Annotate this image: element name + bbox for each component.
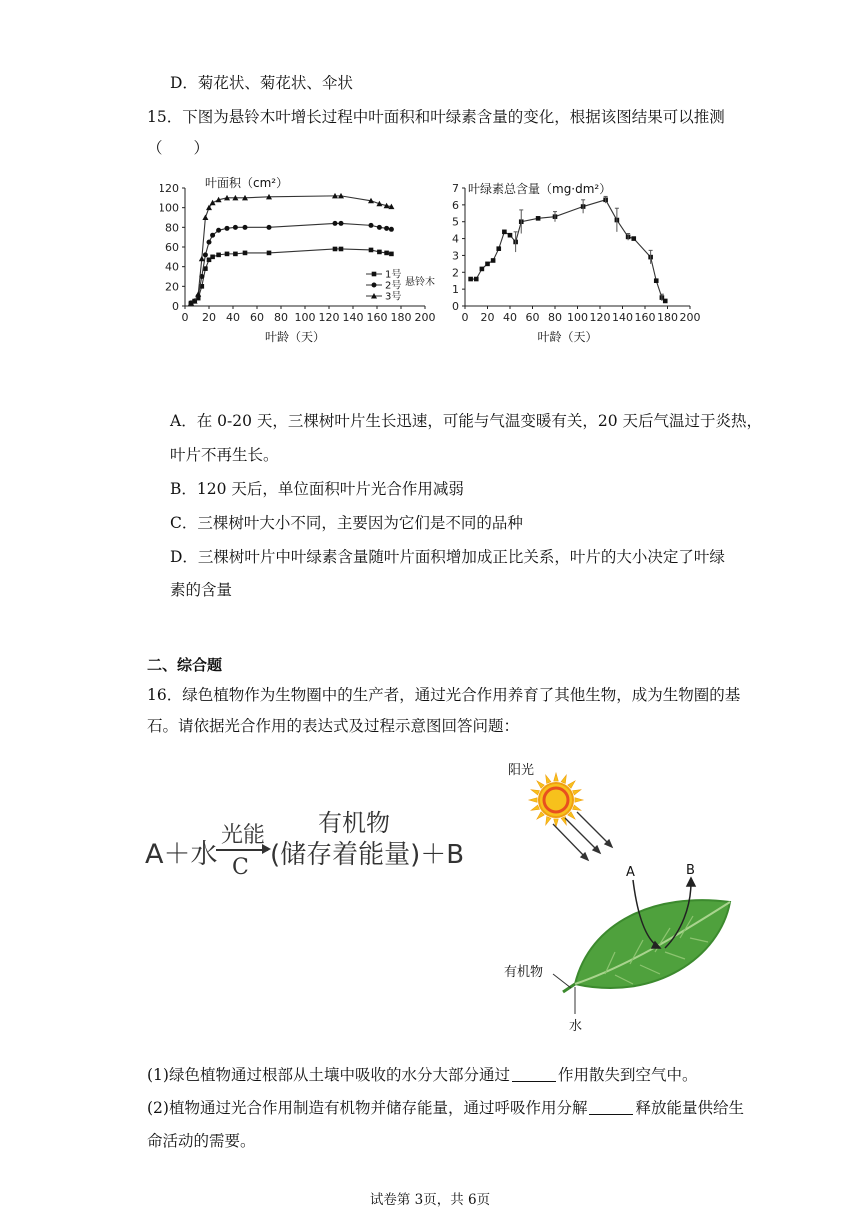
series-1-point <box>267 251 272 256</box>
series-2-point <box>389 227 394 232</box>
series-2-point <box>210 233 215 238</box>
sun-ray <box>568 812 575 819</box>
legend-marker <box>372 283 377 288</box>
x-tick-label: 80 <box>548 311 562 324</box>
x-tick-label: 180 <box>657 311 678 324</box>
x-tick-label: 60 <box>250 311 264 324</box>
series-2-point <box>216 228 221 233</box>
sun-ray <box>529 798 537 803</box>
q16-stem-line2: 石。请依据光合作用的表达式及过程示意图回答问题： <box>147 717 520 735</box>
series-1-point <box>377 250 382 255</box>
leaf-area-chart-title: 叶面积（cm²） <box>205 176 289 190</box>
sun-ray <box>561 775 566 783</box>
legend <box>366 269 435 303</box>
x-tick-label: 60 <box>525 311 540 324</box>
chlorophyll-chart-svg <box>440 172 710 357</box>
series-1-point <box>508 233 513 238</box>
x-tick-label: 160 <box>366 311 388 324</box>
q15-option-d-line1: D．三棵树叶片中叶绿素含量随叶片面积增加成正比关系，叶片的大小决定了叶绿 <box>170 548 725 566</box>
series-1-point <box>502 230 507 235</box>
series-2-point <box>369 223 374 228</box>
q14-option-d: D．菊花状、菊花状、伞状 <box>170 74 353 92</box>
section-heading: 二、综合题 <box>147 656 223 674</box>
series-2-point <box>267 225 272 230</box>
equation-products: (储存着能量)＋B <box>270 840 465 870</box>
equation-product-organic: 有机物 <box>318 809 390 837</box>
sun-icon <box>529 773 583 827</box>
x-tick-label: 140 <box>342 311 364 324</box>
series-2-point <box>225 226 230 231</box>
y-tick-label: 5 <box>452 215 459 229</box>
x-tick-label: 40 <box>503 311 517 324</box>
x-tick-label: 0 <box>461 311 469 324</box>
q15-option-a-line1: A．在 0-20 天，三棵树叶片生长迅速，可能与气温变暖有关，20 天后气温过于炎热， <box>170 412 763 430</box>
y-tick-label: 100 <box>160 201 179 215</box>
photosynthesis-diagram <box>495 752 750 1037</box>
equation-reactants: A＋水 <box>145 839 218 870</box>
series-2-point <box>333 221 338 226</box>
series-1-point <box>468 277 473 282</box>
y-tick-label: 120 <box>160 182 179 195</box>
series-1-point <box>369 248 374 253</box>
x-tick-label: 100 <box>567 311 588 324</box>
series-1-point <box>216 253 221 258</box>
chlorophyll-chart <box>440 172 710 357</box>
x-tick-label: 80 <box>274 311 288 324</box>
q16-sub1-blank[interactable] <box>512 1065 556 1082</box>
leaf-area-chart-svg <box>160 172 440 357</box>
sun-ray <box>568 781 575 788</box>
series-1-point <box>474 277 479 282</box>
sun-ray <box>573 805 581 810</box>
x-tick-label: 180 <box>390 311 412 324</box>
q16-sub2-text-after: 释放能量供给生 <box>635 1099 744 1117</box>
x-tick-label: 100 <box>294 311 316 324</box>
label-organic: 有机物 <box>504 965 544 980</box>
sun-ray <box>546 817 551 825</box>
sun-ray <box>573 790 581 795</box>
y-tick-label: 40 <box>165 260 179 274</box>
series-2-point <box>233 225 238 230</box>
q16-sub2-blank[interactable] <box>589 1098 633 1115</box>
series-1-point <box>243 251 248 256</box>
series-1-point <box>480 267 485 272</box>
q16-sub1-text-after: 作用散失到空气中。 <box>557 1066 698 1084</box>
equation-condition-light: 光能 <box>220 823 265 848</box>
sun-ray <box>554 773 559 781</box>
sun-ray <box>531 790 539 795</box>
sun-ray <box>546 775 551 783</box>
q15-option-c: C．三棵树叶大小不同，主要因为它们是不同的品种 <box>170 514 523 532</box>
equation-condition-c: C <box>232 855 249 880</box>
x-tick-label: 200 <box>679 311 701 324</box>
legend-label: 3号 <box>385 291 402 303</box>
legend-suffix: 悬铃木 <box>405 277 435 288</box>
x-tick-label: 0 <box>181 311 189 324</box>
series-2-point <box>377 225 382 230</box>
legend-marker <box>372 272 377 277</box>
y-tick-label: 0 <box>452 300 459 313</box>
q15-option-a-line2: 叶片不再生长。 <box>170 446 279 464</box>
q16-sub1-text-before: (1)绿色植物通过根部从土壤中吸收的水分大部分通过 <box>147 1066 510 1084</box>
leaf-area-chart <box>160 172 440 357</box>
series-1-point <box>210 255 215 260</box>
q16-sub2-line2: 命活动的需要。 <box>147 1132 256 1150</box>
series-2-point <box>339 221 344 226</box>
q15-stem: 15．下图为悬铃木叶增长过程中叶面积和叶绿素含量的变化，根据该图结果可以推测 <box>147 108 725 126</box>
series-1-point <box>485 262 490 267</box>
equation-arrow <box>216 849 268 851</box>
series-2-point <box>384 226 389 231</box>
series-1-point <box>233 252 238 257</box>
chlorophyll-chart-title: 叶绿素总含量（mg·dm²） <box>468 182 612 196</box>
sunlight-label: 阳光 <box>508 763 535 778</box>
series-3-point <box>210 200 216 206</box>
y-tick-label: 6 <box>452 198 459 212</box>
y-tick-label: 7 <box>452 182 459 195</box>
page-footer: 试卷第 3页，共 6页 <box>369 1192 491 1208</box>
series-1-point <box>333 247 338 252</box>
series-1-line <box>191 249 391 303</box>
q16-stem-line1: 16．绿色植物作为生物圈中的生产者，通过光合作用养育了其他生物，成为生物圈的基 <box>147 686 741 704</box>
y-tick-label: 4 <box>452 232 459 246</box>
series-1-point <box>654 278 659 283</box>
series-3-point <box>202 215 208 221</box>
y-tick-label: 60 <box>165 241 179 254</box>
series-1-point <box>389 252 394 257</box>
x-tick-label: 140 <box>612 311 633 324</box>
y-tick-label: 1 <box>452 283 459 297</box>
sun-ray <box>531 805 539 810</box>
sun-ray <box>537 812 544 819</box>
q16-sub2 <box>147 1098 744 1118</box>
series-1-point <box>491 258 496 263</box>
series-1-point <box>663 299 668 304</box>
x-tick-label: 20 <box>202 311 216 324</box>
series-2-point <box>207 240 212 245</box>
x-tick-label: 40 <box>226 311 240 324</box>
y-tick-label: 80 <box>165 221 179 235</box>
series-2-point <box>203 252 208 257</box>
series-2-line <box>191 223 391 303</box>
label-water: 水 <box>569 1019 583 1034</box>
x-tick-label: 20 <box>480 311 495 324</box>
sun-ray <box>575 798 583 803</box>
label-a: A <box>626 865 635 880</box>
x-tick-label: 160 <box>634 311 656 324</box>
x-axis-label: 叶龄（天） <box>537 330 598 344</box>
y-tick-label: 3 <box>452 249 459 263</box>
x-axis-label: 叶龄（天） <box>264 330 326 344</box>
label-b: B <box>686 863 695 878</box>
legend-label: 2号 <box>385 280 402 292</box>
series-1-point <box>496 246 501 251</box>
x-tick-label: 120 <box>318 311 340 324</box>
y-tick-label: 20 <box>165 280 179 294</box>
y-tick-label: 2 <box>452 266 459 280</box>
y-tick-label: 0 <box>172 300 179 313</box>
series-1-point <box>631 236 636 241</box>
leaf-icon <box>563 900 730 992</box>
q15-option-d-line2: 素的含量 <box>170 581 233 599</box>
sun-ray <box>537 781 544 788</box>
q16-sub2-text-before: (2)植物通过光合作用制造有机物并储存能量，通过呼吸作用分解 <box>147 1099 588 1117</box>
q15-stem-paren: （ ） <box>147 139 210 157</box>
x-tick-label: 200 <box>414 311 436 324</box>
q15-option-b: B．120 天后，单位面积叶片光合作用减弱 <box>170 480 464 498</box>
q16-sub1 <box>147 1065 697 1085</box>
series-1-point <box>536 216 541 221</box>
series-1-point <box>384 251 389 256</box>
x-tick-label: 120 <box>589 311 611 324</box>
series-2-point <box>243 225 248 230</box>
series-1-point <box>339 247 344 252</box>
legend-label: 1号 <box>385 269 402 281</box>
series-1-point <box>225 252 230 257</box>
